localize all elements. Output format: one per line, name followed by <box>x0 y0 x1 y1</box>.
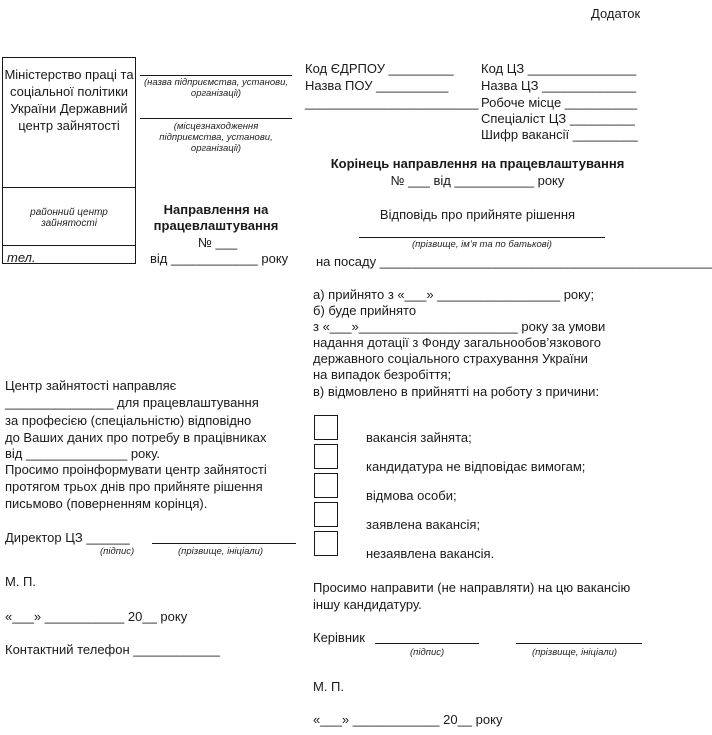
edrpou-code: Код ЄДРПОУ _________ <box>305 61 454 76</box>
ministry-name: Міністерство праці та соціальної політики України Державний центр зайнятості <box>4 67 134 133</box>
referral-date: від ____________ року <box>150 251 289 266</box>
letter-line: Просимо проінформувати центр зайнятості <box>5 462 267 477</box>
director-signature-caption: (підпис) <box>100 546 135 557</box>
stub-title: Корінець направлення на працевлаштування <box>330 156 625 171</box>
letter-line: від ______________ року. <box>5 446 160 461</box>
decision-title: Відповідь про прийняте рішення <box>379 207 576 222</box>
reason-label: вакансія зайнята; <box>366 430 472 445</box>
district-center: районний центр зайнятості <box>30 207 108 229</box>
letter-line: протягом трьох днів про прийняте рішення <box>5 479 263 494</box>
workplace: Робоче місце __________ <box>481 95 638 110</box>
stub-number-line: № ___ від ___________ року <box>390 173 565 188</box>
appendix-title: Додаток <box>591 6 641 21</box>
letter-line: до Ваших даних про потребу в працівниках <box>5 430 267 445</box>
option-refused: в) відмовлено в прийнятті на роботу з причини: <box>313 384 600 399</box>
letter-date-line: «___» ___________ 20__ року <box>5 609 188 624</box>
letter-line: за професією (спеціальністю) відповідно <box>5 413 252 428</box>
request-line-1: Просимо направити (не направляти) на цю вакансію <box>313 580 631 595</box>
contact-phone: Контактний телефон ____________ <box>5 642 221 657</box>
company-name-caption: (назва підприємства, установи, організації) <box>143 77 288 99</box>
director-label: Директор ЦЗ ______ <box>5 530 130 545</box>
cz-code: Код ЦЗ _______________ <box>481 61 637 76</box>
reason-checkbox[interactable] <box>314 502 338 527</box>
option-hired: а) прийнято з «___» _________________ року; <box>313 287 595 302</box>
cz-name: Назва ЦЗ _____________ <box>481 78 637 93</box>
company-location-field[interactable] <box>140 118 292 119</box>
pou-blank-line: ________________________ <box>305 95 479 110</box>
letter-line: Центр зайнятості направляє <box>5 378 177 393</box>
option-will-hire-cond3: на випадок безробіття; <box>313 367 452 382</box>
cz-specialist: Спеціаліст ЦЗ _________ <box>481 111 635 126</box>
reason-checkbox[interactable] <box>314 444 338 469</box>
vacancy-code: Шифр вакансії _________ <box>481 127 638 142</box>
tel-field[interactable] <box>36 263 128 264</box>
company-name-field[interactable] <box>140 75 292 76</box>
reason-label: заявлена вакансія; <box>366 517 481 532</box>
option-will-hire-cond1: надання дотації з Фонду загальнообов’язкового <box>313 335 602 350</box>
letter-line: _______________ для працевлаштування <box>5 395 259 410</box>
letter-line: письмово (поверненням корінця). <box>5 496 208 511</box>
manager-name-field[interactable] <box>516 643 642 644</box>
reason-checkbox[interactable] <box>314 473 338 498</box>
option-will-hire-cond2: державного соціального страхування України <box>313 351 588 366</box>
option-will-hire: б) буде прийнято <box>313 303 417 318</box>
stub-date-line: «___» ____________ 20__ року <box>313 712 503 727</box>
referral-number: № ___ <box>198 235 238 250</box>
stub-seal: М. П. <box>313 679 345 694</box>
manager-signature-field[interactable] <box>375 643 479 644</box>
reason-label: незаявлена вакансія. <box>366 546 495 561</box>
candidate-name-caption: (прізвище, ім’я та по батькові) <box>412 239 552 250</box>
box-divider <box>2 187 136 188</box>
referral-title: Направлення на працевлаштування <box>153 202 279 233</box>
director-name-caption: (прізвище, ініціали) <box>178 546 264 557</box>
request-line-2: іншу кандидатуру. <box>313 597 422 612</box>
reason-checkbox[interactable] <box>314 531 338 556</box>
manager-signature-caption: (підпис) <box>410 647 445 658</box>
company-location-caption: (місцезнаходження підприємства, установи, організації) <box>159 121 273 154</box>
option-will-hire-date: з «___»______________________ року за умови <box>313 319 606 334</box>
reason-checkbox[interactable] <box>314 415 338 440</box>
manager-name-caption: (прізвище, ініціали) <box>532 647 618 658</box>
manager-label: Керівник <box>313 630 365 645</box>
reason-label: кандидатура не відповідає вимогам; <box>366 459 586 474</box>
tel-label: тел. <box>7 250 36 265</box>
director-name-field[interactable] <box>152 543 296 544</box>
box-divider <box>2 245 136 246</box>
position-line: на посаду ______________________________________________ <box>316 254 712 269</box>
letter-seal: М. П. <box>5 574 37 589</box>
reason-label: відмова особи; <box>366 488 457 503</box>
pou-name: Назва ПОУ __________ <box>305 78 449 93</box>
candidate-name-field[interactable] <box>359 237 605 238</box>
